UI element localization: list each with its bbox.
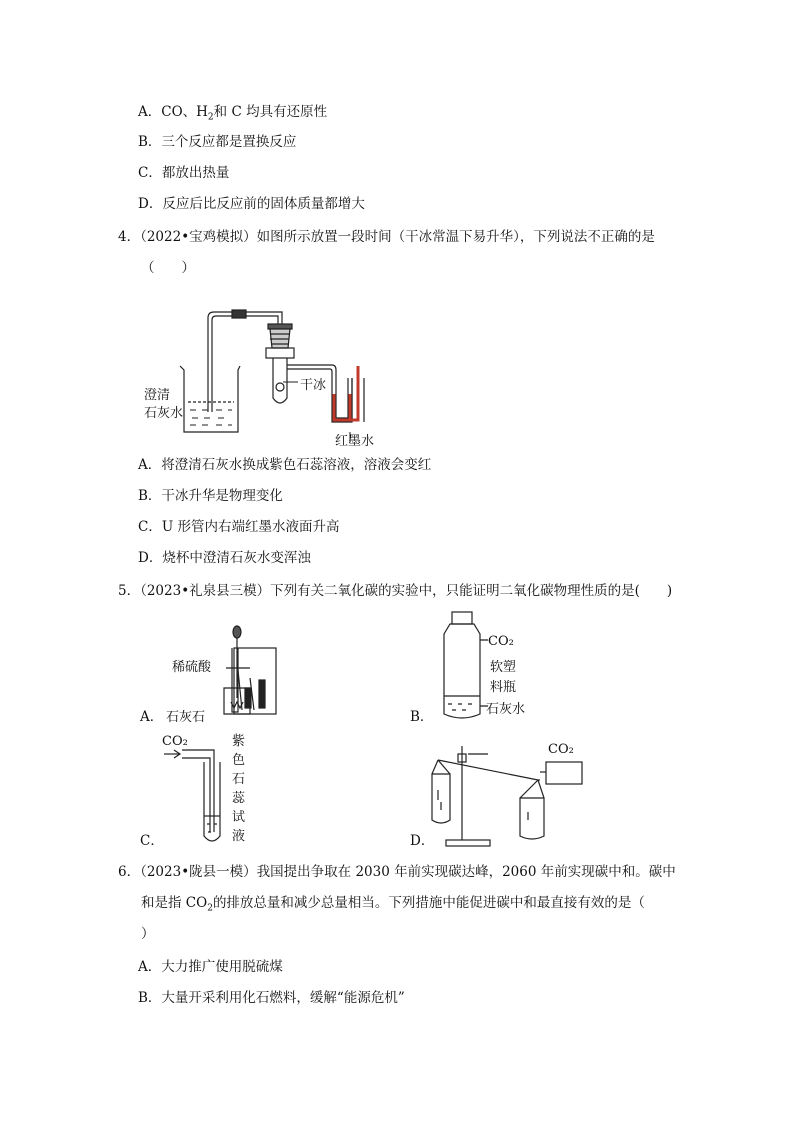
- q3-option-c: C．都放出热量: [138, 165, 230, 181]
- litmus-char-3: 石: [232, 772, 246, 787]
- q4-apparatus-diagram: [140, 282, 400, 452]
- q3-option-a: A．CO、$H_2$和 C 均具有还原性: [138, 104, 328, 123]
- q5-fig-b-label-water: 石灰水: [486, 702, 526, 717]
- q5-fig-a-label-acid: 稀硫酸: [172, 660, 212, 675]
- q4-option-c: C．U 形管内右端红墨水液面升高: [138, 519, 340, 535]
- q6-option-a: A．大力推广使用脱硫煤: [138, 959, 283, 975]
- q5-figure-b: [430, 610, 570, 728]
- q5-fig-c-label-litmus: [232, 732, 248, 846]
- q4-label-dry-ice: 干冰: [300, 378, 327, 393]
- q4-option-b: B．干冰升华是物理变化: [138, 488, 283, 504]
- q5-option-d-letter: D．: [410, 833, 435, 849]
- q6-stem-line-1: 6．（2023•陇县一模）我国提出争取在 2030 年前实现碳达峰，2060 年前实现碳中和。碳中: [118, 864, 676, 880]
- q5-fig-d-label-co2: CO₂: [548, 742, 574, 757]
- q6-option-b: B．大量开采利用化石燃料，缓解“能源危机”: [138, 990, 405, 1006]
- litmus-char-4: 蕊: [232, 791, 246, 806]
- q5-fig-b-label-bottle-1: 软塑: [490, 660, 517, 675]
- q3-option-b: B．三个反应都是置换反应: [138, 134, 297, 150]
- litmus-char-5: 试: [232, 810, 246, 825]
- litmus-char-2: 色: [232, 753, 246, 768]
- q5-fig-c-label-co2: CO₂: [162, 734, 188, 749]
- q5-figure-c: [160, 732, 270, 850]
- q4-label-limewater-2: 石灰水: [144, 406, 184, 421]
- q5-option-c-letter: C．: [140, 833, 164, 849]
- q4-label-limewater-1: 澄清: [144, 388, 171, 403]
- q6-stem-line-3: ）: [141, 926, 155, 942]
- q5-stem: 5．（2023•礼泉县三模）下列有关二氧化碳的实验中，只能证明二氧化碳物理性质的是( ): [118, 583, 673, 599]
- q5-fig-a-label-stone: 石灰石: [166, 710, 206, 725]
- q4-figure: [140, 282, 400, 452]
- q4-label-red-ink: 红墨水: [335, 434, 375, 449]
- q5-option-b-letter: B．: [410, 709, 434, 725]
- q3-option-d: D．反应后比反应前的固体质量都增大: [138, 196, 365, 212]
- q5-option-a-letter: A．: [140, 709, 164, 725]
- q5-figure-d: [428, 740, 598, 850]
- q5-fig-c-diagram: [160, 732, 270, 850]
- q4-option-a: A．将澄清石灰水换成紫色石蕊溶液，溶液会变红: [138, 457, 432, 473]
- litmus-char-6: 液: [232, 829, 246, 844]
- q5-fig-b-label-co2: CO₂: [488, 634, 514, 649]
- q5-fig-b-label-bottle-2: 料瓶: [490, 680, 517, 695]
- q4-option-d: D．烧杯中澄清石灰水变浑浊: [138, 550, 311, 566]
- q6-stem-line-2: 和是指 $CO_2$的排放总量和减少总量相当。下列措施中能促进碳中和最直接有效的是（: [141, 895, 645, 914]
- q4-stem: 4．（2022•宝鸡模拟）如图所示放置一段时间（干冰常温下易升华），下列说法不正确的是: [118, 229, 655, 245]
- q4-answer-blank: （ ）: [141, 260, 195, 276]
- litmus-char-1: 紫: [232, 734, 246, 749]
